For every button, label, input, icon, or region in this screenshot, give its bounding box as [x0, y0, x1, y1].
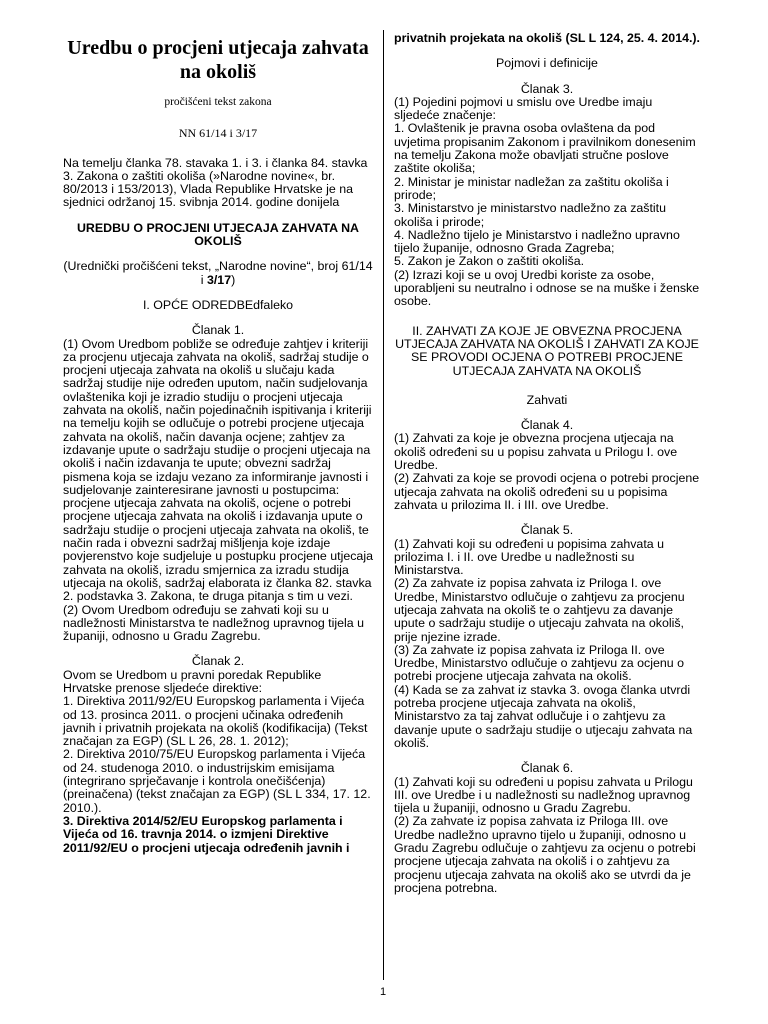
- editor-note-suffix: ): [231, 272, 236, 287]
- article-3-definition-2: 2. Ministar je ministar nadležan za zaštitu okoliša i prirode;: [394, 174, 669, 202]
- article-3-heading: Članak 3.: [520, 81, 574, 96]
- preamble: Na temelju članka 78. stavaka 1. i 3. i članka 84. stavka 3. Zakona o zaštiti okoliša (»Narodne novine«, br. 80/2013 i 153/2013), Vlada Republike Hrvatske je na sjednici održanoj 15. svibnja 2014. godine donijela: [63, 155, 368, 210]
- article-2-item-2: 2. Direktiva 2010/75/EU Europskog parlamenta i Vijeća od 24. studenoga 2010. o industrijskim emisijama (integrirano sprječavanje i kontrola onečišćenja) (preinačena) (tekst značajan za EGP) (SL L 334, 17. 12. 2010.).: [63, 747, 371, 815]
- zahvati-title: Zahvati: [526, 392, 568, 407]
- editor-note-bold: 3/17: [206, 272, 232, 287]
- editor-note: [63, 260, 373, 287]
- article-5-paragraph-4: (4) Kada se za zahvat iz stavka 3. ovoga članka utvrdi potreba procjene utjecaja zahvata na okoliš, Ministarstvo za taj zahvat odlučuje i o zahtjevu za davanje upute o sadržaju studije o utjecaju zahvata na okoliš.: [394, 682, 693, 750]
- article-5-heading: Članak 5.: [520, 523, 574, 538]
- decree-title: UREDBU O PROCJENI UTJECAJA ZAHVATA NA OKOLIŠ: [76, 220, 360, 249]
- article-6-heading: Članak 6.: [520, 761, 574, 776]
- section-1-title: I. OPĆE ODREDBEdfaleko: [142, 297, 294, 312]
- article-3-paragraph-2: (2) Izrazi koji se u ovoj Uredbi koriste za osobe, uporabljeni su neutralno i odnose se na muške i ženske osobe.: [394, 267, 700, 309]
- article-6-paragraph-1: (1) Zahvati koji su određeni u popisu zahvata u Prilogu III. ove Uredbe i u nadležnosti su nadležnog upravnog tijela u županiji, odnosno u Gradu Zagrebu.: [394, 774, 693, 816]
- article-4-paragraph-2: (2) Zahvati za koje se provodi ocjena o potrebi procjene utjecaja zahvata na okoliš određeni su u popisima zahvata u prilozima II. i III. ove Uredbe.: [394, 471, 700, 512]
- document-subtitle: pročišćeni tekst zakona: [164, 96, 272, 108]
- article-5-paragraph-2: (2) Za zahvate iz popisa zahvata iz Priloga I. ove Uredbe, Ministarstvo odlučuje o zahtjevu za procjenu utjecaja zahvata na okoliš te o zahtjevu za davanje upute o sadržaju studije o utjecaju zahvata na okoliš, prije njezine izrade.: [394, 576, 685, 644]
- article-2-item-3: 3. Direktiva 2014/52/EU Europskog parlamenta i Vijeća od 16. travnja 2014. o izmjeni Direktive 2011/92/EU o procjeni utjecaja određenih javnih i: [63, 813, 350, 855]
- article-3-paragraph-1: (1) Pojedini pojmovi u smislu ove Uredbe imaju sljedeće značenje:: [394, 94, 653, 123]
- article-2-intro: Ovom se Uredbom u pravni poredak Republike Hrvatske prenose sljedeće direktive:: [63, 667, 322, 695]
- document-title: Uredbu o procjeni utjecaja zahvata na okoliš: [67, 37, 369, 83]
- page-number: 1: [380, 986, 387, 998]
- article-4-paragraph-1: (1) Zahvati za koje je obvezna procjena utjecaja na okoliš određeni su u popisu zahvata u Prilogu I. ove Uredbe.: [394, 431, 678, 473]
- section-2-title: II. ZAHVATI ZA KOJE JE OBVEZNA PROCJENA UTJECAJA ZAHVATA NA OKOLIŠ I ZAHVATI ZA KOJE SE PROVODI OCJENA O POTREBI PROCJENE UTJECAJA ZAHVATA NA OKOLIŠ: [395, 323, 699, 378]
- article-3-definition-1: 1. Ovlaštenik je pravna osoba ovlaštena da pod uvjetima propisanim Zakonom i pravilnikom donesenim na temelju Zakona može obavljati stručne poslove zaštite okoliša;: [394, 121, 696, 176]
- column-divider: [383, 30, 384, 980]
- article-2-item-3-continued: privatnih projekata na okoliš (SL L 124, 25. 4. 2014.).: [394, 31, 700, 45]
- editor-note-prefix: (Urednički pročišćeni tekst, „Narodne novine“, broj 61/14 i: [63, 259, 373, 287]
- article-1-heading: Članak 1.: [191, 323, 245, 338]
- article-4-heading: Članak 4.: [520, 418, 574, 433]
- left-column: [63, 30, 373, 855]
- article-3-definition-3: 3. Ministarstvo je ministarstvo nadležno za zaštitu okoliša i prirode;: [394, 201, 667, 229]
- article-1-paragraph-2: (2) Ovom Uredbom određuju se zahvati koji su u nadležnosti Ministarstva te nadležnog upravnog tijela u županiji, odnosno u Gradu Zagrebu.: [63, 602, 364, 644]
- article-5-paragraph-3: (3) Za zahvate iz popisa zahvata iz Priloga II. ove Uredbe, Ministarstvo odlučuje o zahtjevu za ocjenu o potrebi procjene utjecaja zahvata na okoliš.: [394, 642, 684, 684]
- definitions-title: Pojmovi i definicije: [496, 56, 598, 71]
- right-column: [394, 32, 700, 895]
- article-1-paragraph-1: (1) Ovom Uredbom pobliže se određuje zahtjev i kriteriji za procjenu utjecaja zahvata na okoliš, sadržaj studije o procjeni utjecaja zahvata na okoliš u slučaju kada sadržaj studije nije određen uputom, način sudjelovanja ovlaštenika koji je izradio studiju o procjeni utjecaja zahvata na okoliš, način pojedinačnih ispitivanja i kriteriji na temelju kojih se odlučuje o potrebi procjene utjecaja zahvata na okoliš, način davanja ocjene; zahtjev za izdavanje upute o sadržaju studije o procjeni utjecaja na okoliš i način izdavanja te upute; obvezni sadržaj pismena koja se izdaju vezano za informiranje javnosti i sudjelovanje zainteresirane javnosti u postupcima: procjene utjecaja zahvata na okoliš, ocjene o potrebi procjene utjecaja zahvata na okoliš i izdavanja upute o sadržaju studije o procjeni utjecaja zahvata na okoliš, te način rada i obvezni sadržaj mišljenja koje izdaje povjerenstvo koje sudjeluje u postupku procjene utjecaja zahvata na okoliš, izradu smjernica za izradu studija utjecaja na okoliš, sadržaj elaborata iz članka 82. stavka 2. podstavka 3. Zakona, te druga pitanja s tim u vezi.: [63, 336, 373, 604]
- article-2-heading: Članak 2.: [191, 654, 245, 669]
- article-5-paragraph-1: (1) Zahvati koji su određeni u popisima zahvata u prilozima I. i II. ove Uredbe u nadležnosti su Ministarstva.: [394, 536, 664, 578]
- article-2-item-1: 1. Direktiva 2011/92/EU Europskog parlamenta i Vijeća od 13. prosinca 2011. o procjeni učinaka određenih javnih i privatnih projekata na okoliš (kodifikacija) (Tekst značajan za EGP) (SL L 26, 28. 1. 2012);: [63, 694, 368, 749]
- article-3-definition-4: 4. Nadležno tijelo je Ministarstvo i nadležno upravno tijelo županije, odnosno Grada Zagreba;: [394, 227, 680, 256]
- article-6-paragraph-2: (2) Za zahvate iz popisa zahvata iz Priloga III. ove Uredbe nadležno upravno tijelo u županiji, odnosno u Gradu Zagrebu odlučuje o zahtjevu za ocjenu o potrebi procjene utjecaja zahvata na okoliš i o zahtjevu za procjenu utjecaja zahvata na okoliš ako se utvrdi da je procjena potrebna.: [394, 814, 696, 895]
- article-3-definition-5: 5. Zakon je Zakon o zaštiti okoliša.: [394, 254, 585, 269]
- gazette-reference: NN 61/14 i 3/17: [178, 126, 258, 141]
